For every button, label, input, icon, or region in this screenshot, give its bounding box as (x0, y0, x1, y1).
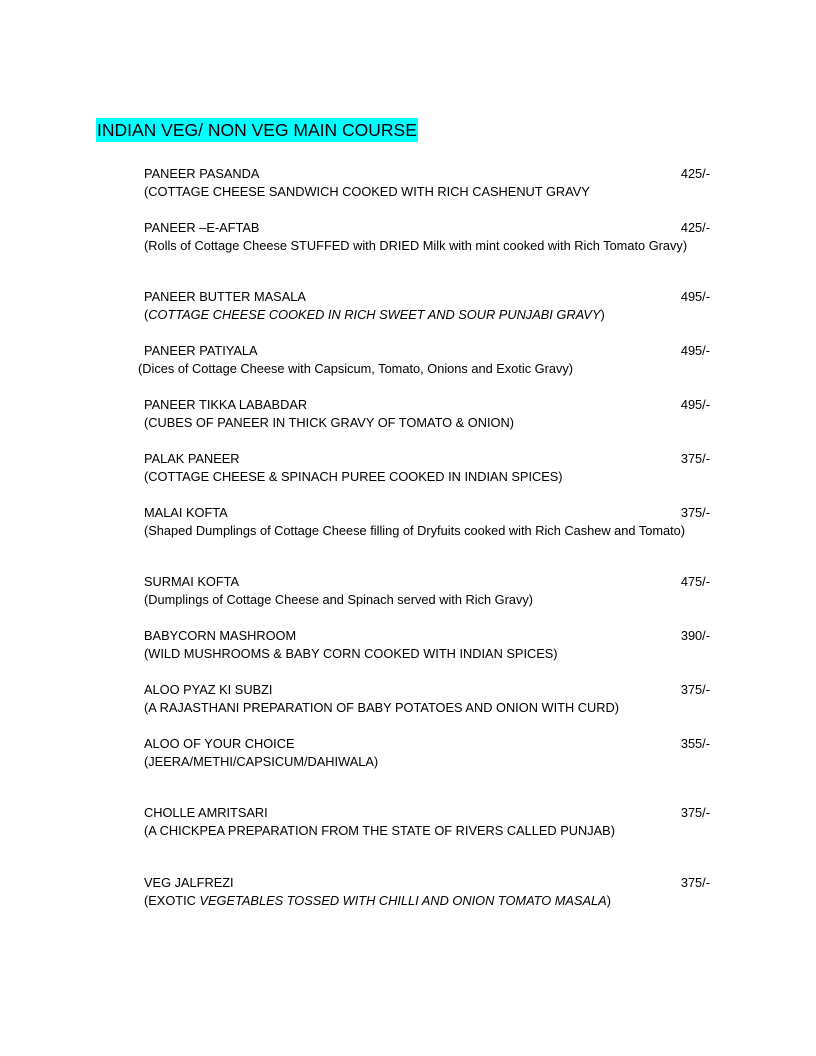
item-price: 495/- (680, 343, 710, 358)
item-name: PANEER TIKKA LABABDAR (144, 397, 308, 412)
item-name: PANEER BUTTER MASALA (144, 289, 306, 304)
menu-item-malai-kofta (144, 504, 710, 540)
menu-item-babycorn-mashroom (144, 627, 710, 663)
item-name: VEG JALFREZI (144, 875, 234, 890)
item-name: ALOO PYAZ KI SUBZI (144, 682, 273, 697)
item-price: 425/- (680, 220, 710, 235)
item-description: (Dumplings of Cottage Cheese and Spinach served with Rich Gravy) (144, 592, 534, 607)
menu-item-aloo-pyaz-ki-subzi (144, 681, 710, 717)
item-price: 495/- (680, 397, 710, 412)
item-name: MALAI KOFTA (144, 505, 228, 520)
item-price: 390/- (680, 628, 710, 643)
item-price: 375/- (680, 805, 710, 820)
menu-item-surmai-kofta (144, 573, 710, 609)
item-name: ALOO OF YOUR CHOICE (144, 736, 295, 751)
item-description: (Rolls of Cottage Cheese STUFFED with DRIED Milk with mint cooked with Rich Tomato Gravy) (144, 238, 688, 253)
menu-item-palak-paneer (144, 450, 710, 486)
menu-section-heading: INDIAN VEG/ NON VEG MAIN COURSE (97, 120, 417, 140)
item-description: (A RAJASTHANI PREPARATION OF BABY POTATOES AND ONION WITH CURD) (144, 700, 619, 715)
item-description: (EXOTIC VEGETABLES TOSSED WITH CHILLI AND ONION TOMATO MASALA) (144, 893, 611, 908)
item-description: (COTTAGE CHEESE & SPINACH PUREE COOKED IN INDIAN SPICES) (144, 469, 563, 484)
item-name: PANEER PASANDA (144, 166, 260, 181)
item-description: (WILD MUSHROOMS & BABY CORN COOKED WITH INDIAN SPICES) (144, 646, 558, 661)
item-description: (A CHICKPEA PREPARATION FROM THE STATE OF RIVERS CALLED PUNJAB) (144, 823, 615, 838)
menu-item-paneer-patiyala (138, 342, 710, 378)
item-name: CHOLLE AMRITSARI (144, 805, 268, 820)
menu-item-aloo-of-your-choice (144, 735, 710, 771)
item-price: 375/- (680, 682, 710, 697)
item-price: 425/- (680, 166, 710, 181)
menu-item-paneer-butter-masala (144, 288, 710, 324)
item-name: PANEER –E-AFTAB (144, 220, 260, 235)
item-name: PANEER PATIYALA (144, 343, 258, 358)
item-description: (JEERA/METHI/CAPSICUM/DAHIWALA) (144, 754, 379, 769)
item-description: (Shaped Dumplings of Cottage Cheese filling of Dryfuits cooked with Rich Cashew and Tomato) (144, 523, 686, 538)
item-name: SURMAI KOFTA (144, 574, 240, 589)
item-price: 355/- (680, 736, 710, 751)
item-price: 475/- (680, 574, 710, 589)
item-name: PALAK PANEER (144, 451, 240, 466)
item-description: (COTTAGE CHEESE COOKED IN RICH SWEET AND SOUR PUNJABI GRAVY) (144, 307, 605, 322)
item-name: BABYCORN MASHROOM (144, 628, 297, 643)
menu-item-cholle-amritsari (144, 804, 710, 840)
menu-item-paneer-e-aftab (144, 219, 710, 255)
item-price: 375/- (680, 875, 710, 890)
menu-item-paneer-pasanda (144, 165, 710, 201)
item-description: (COTTAGE CHEESE SANDWICH COOKED WITH RICH CASHENUT GRAVY (144, 184, 590, 199)
item-description: (Dices of Cottage Cheese with Capsicum, Tomato, Onions and Exotic Gravy) (138, 361, 574, 376)
item-description: (CUBES OF PANEER IN THICK GRAVY OF TOMATO & ONION) (144, 415, 514, 430)
item-price: 375/- (680, 451, 710, 466)
menu-item-veg-jalfrezi (144, 874, 710, 910)
item-price: 375/- (680, 505, 710, 520)
item-price: 495/- (680, 289, 710, 304)
menu-item-paneer-tikka-lababdar (144, 396, 710, 432)
